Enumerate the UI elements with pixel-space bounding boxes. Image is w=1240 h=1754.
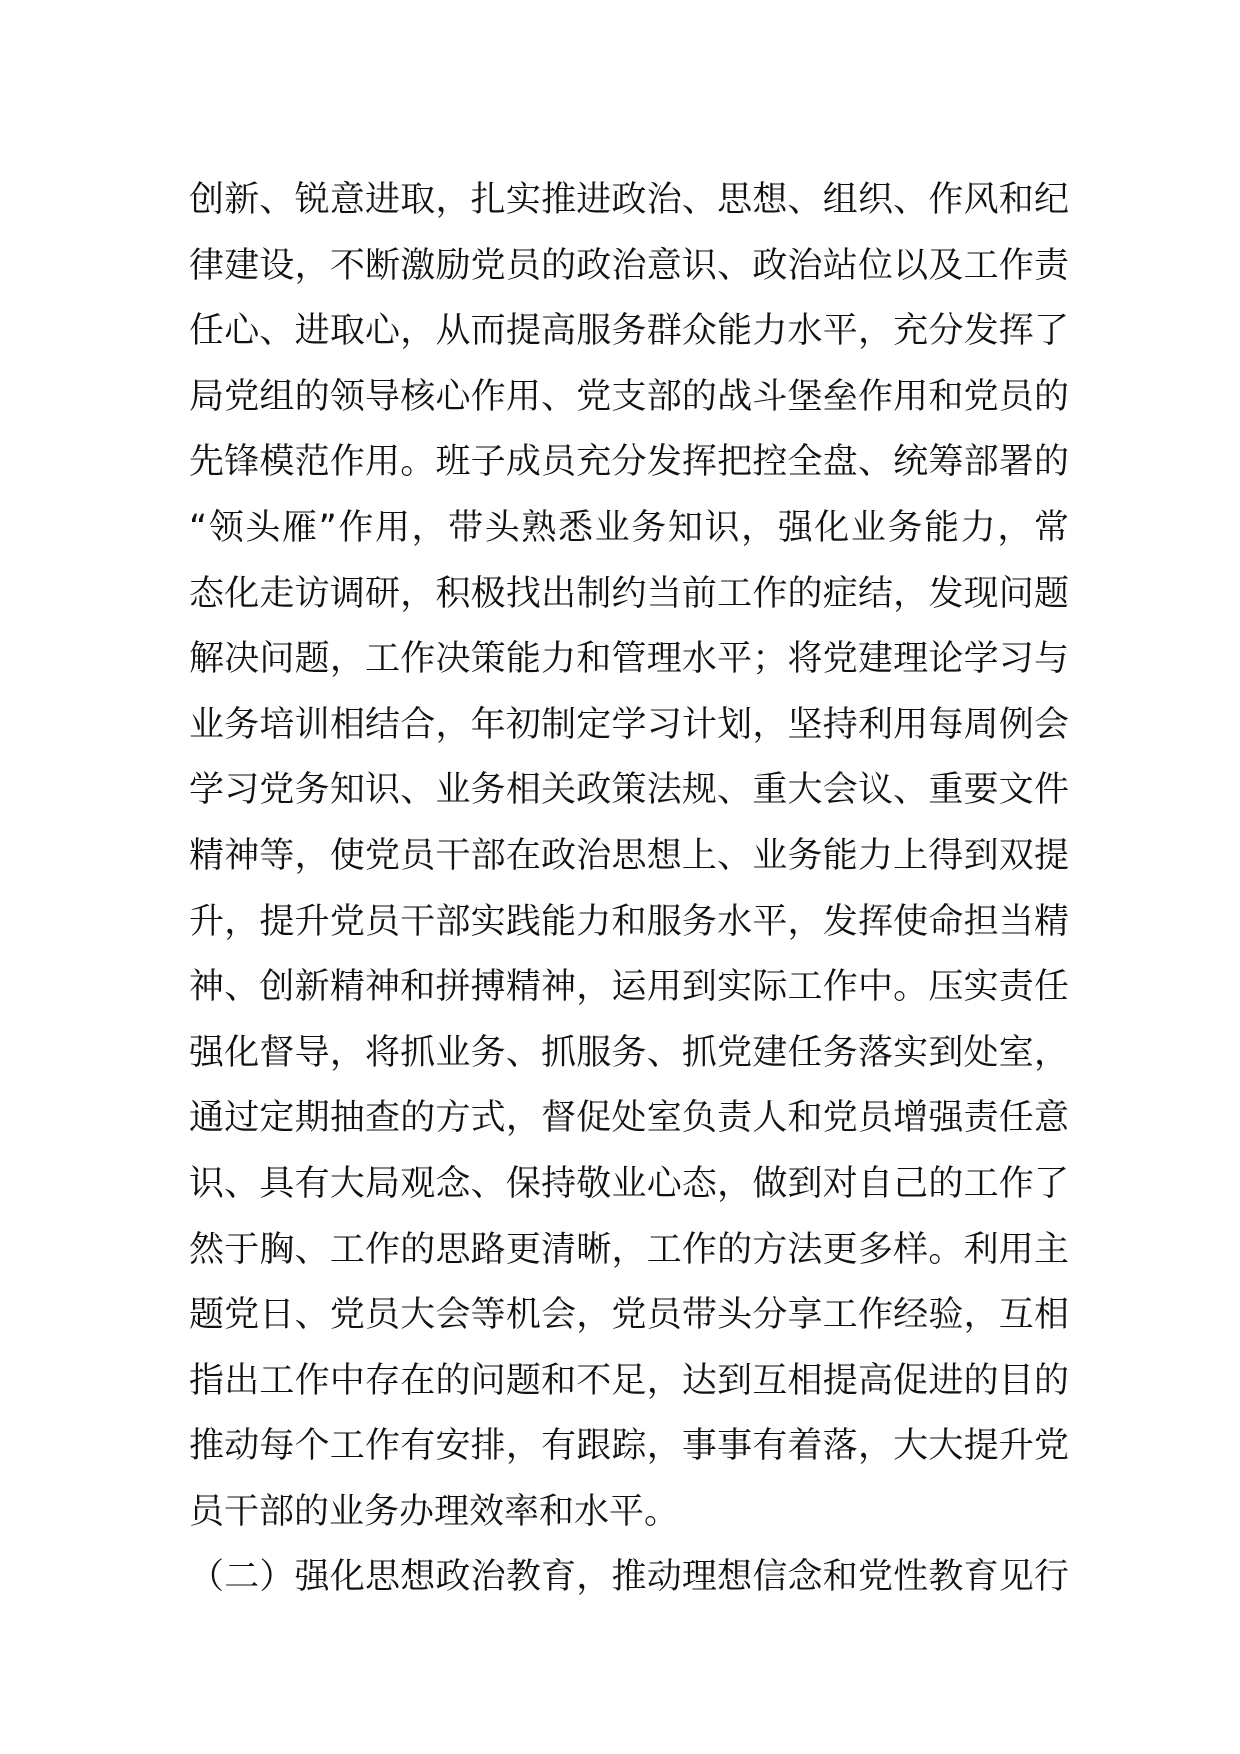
text-line: 创新、锐意进取，扎实推进政治、思想、组织、作风和纪	[189, 180, 1069, 220]
text-line: 先锋模范作用。班子成员充分发挥把控全盘、统筹部署的	[189, 442, 1069, 483]
text-line: 学习党务知识、业务相关政策法规、重大会议、重要文件	[189, 770, 1069, 811]
text-line: 精神等，使党员干部在政治思想上、业务能力上得到双提	[189, 835, 1069, 876]
text-line: 然于胸、工作的思路更清晰，工作的方法更多样。利用主	[189, 1229, 1069, 1270]
body-text	[189, 168, 1069, 1611]
text-line: 局党组的领导核心作用、党支部的战斗堡垒作用和党员的	[189, 376, 1069, 417]
text-line: 任心、进取心，从而提高服务群众能力水平，充分发挥了	[189, 311, 1069, 352]
text-line: 业务培训相结合，年初制定学习计划，坚持利用每周例会	[189, 704, 1069, 745]
text-line: 题党日、党员大会等机会，党员带头分享工作经验，互相	[189, 1295, 1069, 1336]
text-line: 升，提升党员干部实践能力和服务水平，发挥使命担当精	[189, 901, 1069, 942]
text-line: 识、具有大局观念、保持敬业心态，做到对自己的工作了	[189, 1163, 1069, 1204]
text-line: 通过定期抽查的方式，督促处室负责人和党员增强责任意	[189, 1098, 1069, 1139]
text-line: 律建设，不断激励党员的政治意识、政治站位以及工作责	[189, 245, 1069, 286]
text-line: 指出工作中存在的问题和不足，达到互相提高促进的目的	[189, 1360, 1069, 1401]
text-line: “领头雁”作用，带头熟悉业务知识，强化业务能力，常	[189, 507, 1069, 548]
text-line: 推动每个工作有安排，有跟踪，事事有着落，大大提升党	[189, 1426, 1069, 1467]
text-line: 强化督导，将抓业务、抓服务、抓党建任务落实到处室，	[189, 1032, 1069, 1073]
text-line: 解决问题，工作决策能力和管理水平；将党建理论学习与	[189, 639, 1069, 680]
section-heading: （二）强化思想政治教育，推动理想信念和党性教育见行	[189, 1557, 1069, 1598]
text-line: 态化走访调研，积极找出制约当前工作的症结，发现问题	[189, 573, 1069, 614]
text-line: 员干部的业务办理效率和水平。	[189, 1491, 680, 1532]
text-line: 神、创新精神和拼搏精神，运用到实际工作中。压实责任	[189, 967, 1069, 1008]
